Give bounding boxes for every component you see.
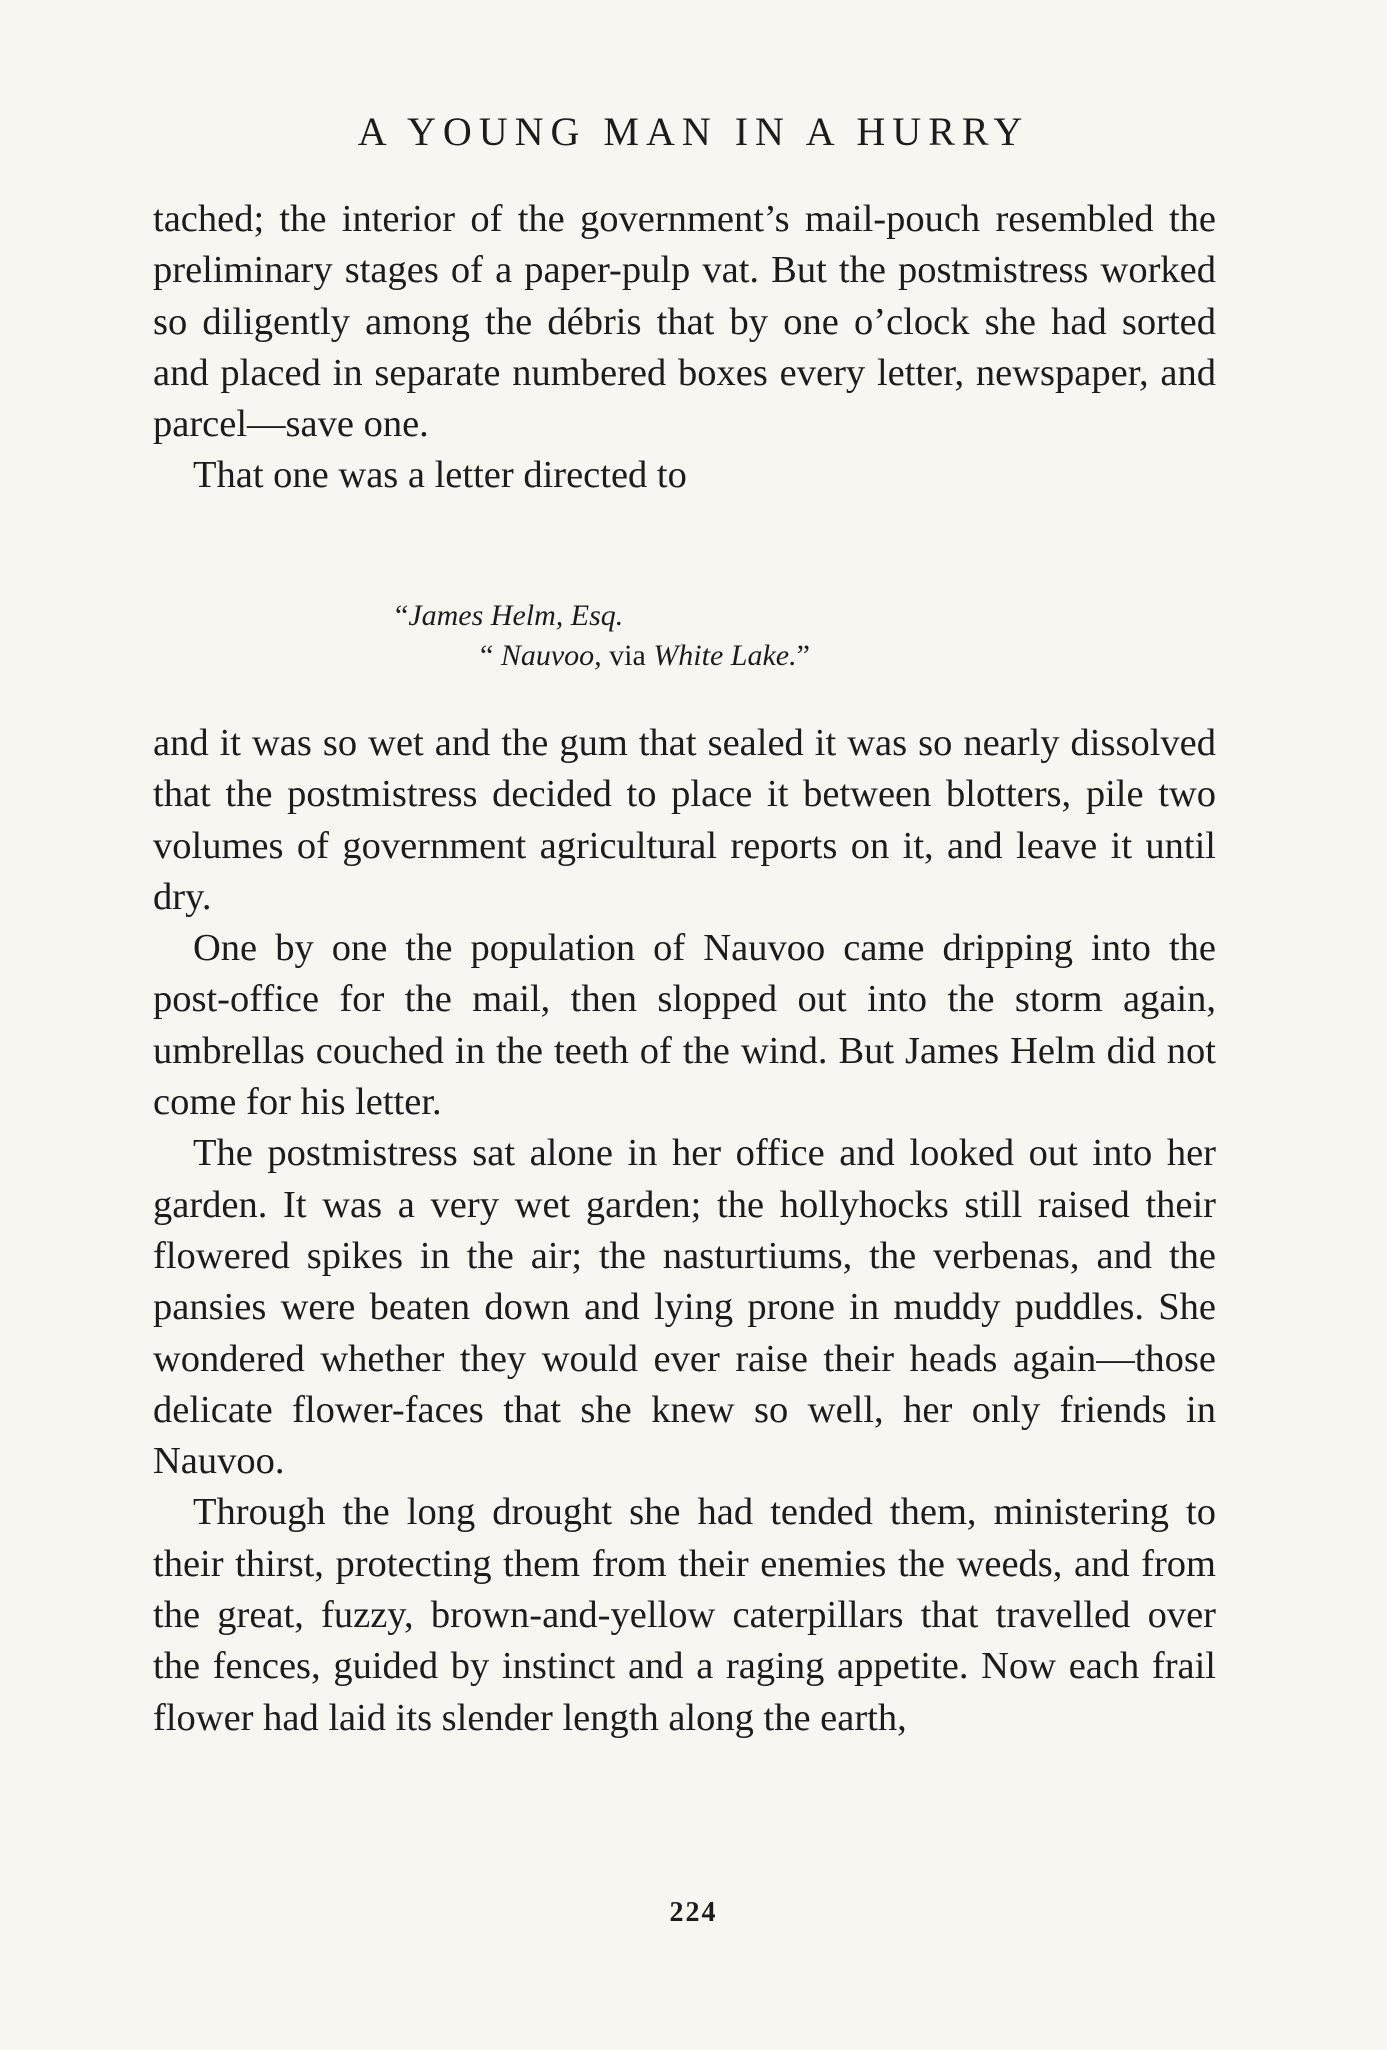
running-head: A YOUNG MAN IN A HURRY [357,109,1030,154]
paragraph: The postmistress sat alone in her office and looked out into her garden. It was a very wet garden; the hollyhocks still raised their flowered spikes in the air; the nasturtiums, the verbenas, and the pansies were beaten down and lying prone in muddy puddles. She wondered whether they would ever raise their heads again—those delicate flower-faces that she knew so well, her only friends in Nauvoo. [153,1132,1216,1483]
paragraph: One by one the population of Nauvoo came dripping into the post-office for the mail, then slopped out into the storm again, umbrellas couched in the teeth of the wind. But James Helm did not come for his letter. [153,927,1216,1124]
letter-address [395,596,810,676]
address-town: Nauvoo, [500,639,602,672]
address-via: via [601,639,654,672]
text-block-bottom [153,718,1216,1744]
address-line-1 [395,596,810,636]
paragraph-continued: tached; the interior of the government’s mail-pouch resembled the preliminary stages of a paper-pulp vat. But the postmistress worked so diligently among the débris that by one o’clock she had sorted and placed in separate numbered boxes every letter, newspaper, and parcel—save one. [153,198,1216,446]
quote-mark: “ [480,639,501,672]
address-line-2 [395,636,810,676]
quote-mark: ” [796,639,810,672]
addressee-name: James Helm, Esq. [408,599,624,632]
paragraph: Through the long drought she had tended them, ministering to their thirst, protecting them from their enemies the weeds, and from the great, fuzzy, brown-and-yellow caterpillars that travelled over the fences, guided by instinct and a raging appetite. Now each frail flower had laid its slender length along the earth, [153,1491,1216,1739]
paragraph: That one was a letter directed to [193,454,687,497]
page-number: 224 [669,1897,718,1928]
paragraph-continued: and it was so wet and the gum that sealed it was so nearly dissolved that the postmistress decided to place it between blotters, pile two volumes of government agricultural reports on it, and leave it until dry. [153,722,1216,918]
quote-mark: “ [395,599,409,632]
address-route: White Lake. [653,639,797,672]
text-block-top [153,194,1216,502]
